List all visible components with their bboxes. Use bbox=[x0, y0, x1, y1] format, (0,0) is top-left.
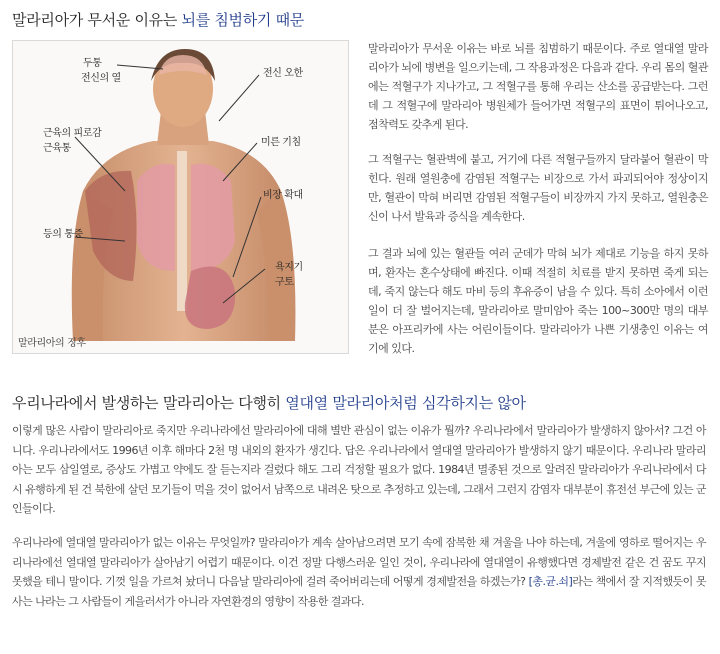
label-vomit: 구토 bbox=[275, 277, 294, 288]
heading-malaria-brain: 말라리아가 무서운 이유는 뇌를 침범하기 때문 bbox=[12, 11, 304, 29]
heading2-accent: 열대열 말라리아처럼 심각하지는 않아 bbox=[285, 394, 526, 412]
label-nausea: 욕지기 bbox=[275, 262, 303, 273]
label-cough: 미른 기침 bbox=[261, 137, 301, 148]
label-chills: 전신 오한 bbox=[263, 68, 303, 79]
label-fatigue: 근육의 피로감 bbox=[43, 128, 102, 139]
body-paragraph-2: 우리나라에 열대열 말라리아가 없는 이유는 무엇일까? 말라리아가 계속 살아남으려면 모기 속에 잠복한 채 겨울을 나야 하는데, 겨울에 영하로 떨어지는 우리나라에선 열대열 말라리아가 살아남기 어렵기 때문이다. 이건 정말 다행스러운 일인 것이, 우리나라에 열대열이 유행했다면 경제발전 같은 건 꿈도 꾸지 못했을 테니 말이다. 기껏 일을 가르쳐 놨더니 다음날 말라리아에 걸려 죽어버리는데 어떻게 경제발전을 하겠는가? [총.균.쇠]라는 책에서 잘 지적했듯이 못사는 나라는 그 사람들이 게을러서가 아니라 자연환경의 영향이 작용한 결과다. bbox=[12, 536, 706, 608]
figure-caption: 말라리아의 징후 bbox=[18, 338, 86, 349]
book-title-link[interactable]: [총.균.쇠] bbox=[528, 575, 573, 588]
heading-accent: 뇌를 침범하기 때문 bbox=[181, 11, 304, 29]
body-paragraph-1: 이렇게 많은 사람이 말라리아로 죽지만 우리나라에선 말라리아에 대해 별반 관심이 없는 이유가 뭘까? 우리나라에서 말라리아가 발생하지 않아서? 그건 아니다. 우리나라에서도 1996년 이후 해마다 2천 명 내외의 환자가 생긴다. 답은 우리나라에서 열대열 말라리아가 발생하지 않기 때문이다. 우리나라 말라리아는 모두 삼일열로, 증상도 가볍고 약에도 잘 듣는지라 걸렸다 해도 그리 걱정할 필요가 없다. 1984년 멸종된 것으로 알려진 말라리아가 우리나라에서 다시 유행하게 된 건 북한에 살던 모기들이 먹을 것이 없어서 남쪽으로 내려온 탓으로 추정하고 있는데, 그래서 그런지 감염자 대부분이 휴전선 부근에 있는 군인들이다. bbox=[12, 424, 706, 515]
side-paragraph-1: 말라리아가 무서운 이유는 바로 뇌를 침범하기 때문이다. 주로 열대열 말라리아가 뇌에 병변을 일으키는데, 그 작용과정은 다음과 같다. 우리 몸의 혈관에는 적혈구가 지나가고, 그 적혈구를 통해 우리는 산소를 공급받는다. 그런데 그 적혈구에 말라리아 병원체가 들어가면 적혈구의 표면이 튀어나오고, 점착력도 갖추게 된다. bbox=[368, 42, 708, 131]
label-back-pain: 등의 통증 bbox=[43, 229, 83, 240]
side-paragraph-2: 그 적혈구는 혈관벽에 붙고, 거기에 다른 적혈구들까지 달라붙어 혈관이 막힌다. 원래 열원충에 감염된 적혈구는 비장으로 가서 파괴되어야 정상이지만, 혈관이 막혀 버리면 감염된 적혈구들이 비장까지 가지 못하고, 열원충은 신이 나서 발육과 증식을 계속한다. bbox=[368, 153, 708, 223]
label-muscle-pain: 근육통 bbox=[43, 143, 71, 154]
side-paragraph-3: 그 결과 뇌에 있는 혈관들 여러 군데가 막혀 뇌가 제대로 기능을 하지 못하며, 환자는 혼수상태에 빠진다. 이때 적절히 치료를 받지 못하면 죽게 되는데, 죽지 않는다 해도 마비 등의 후유증이 남을 수 있다. 특히 소아에서 이런 일이 더 잘 벌어지는데, 말라리아로 말미암아 죽는 100~300만 명의 대부분은 아프리카에 사는 어린이들이다. 말라리아가 나쁜 기생충인 이유는 여기에 있다. bbox=[368, 247, 708, 355]
malaria-symptoms-figure bbox=[12, 40, 349, 354]
heading-korea-malaria: 우리나라에서 발생하는 말라리아는 다행히 열대열 말라리아처럼 심각하지는 않아 bbox=[12, 394, 526, 412]
label-spleen: 비장 확대 bbox=[263, 190, 303, 201]
label-headache: 두통 bbox=[83, 58, 102, 69]
label-fever: 전신의 열 bbox=[81, 73, 121, 84]
